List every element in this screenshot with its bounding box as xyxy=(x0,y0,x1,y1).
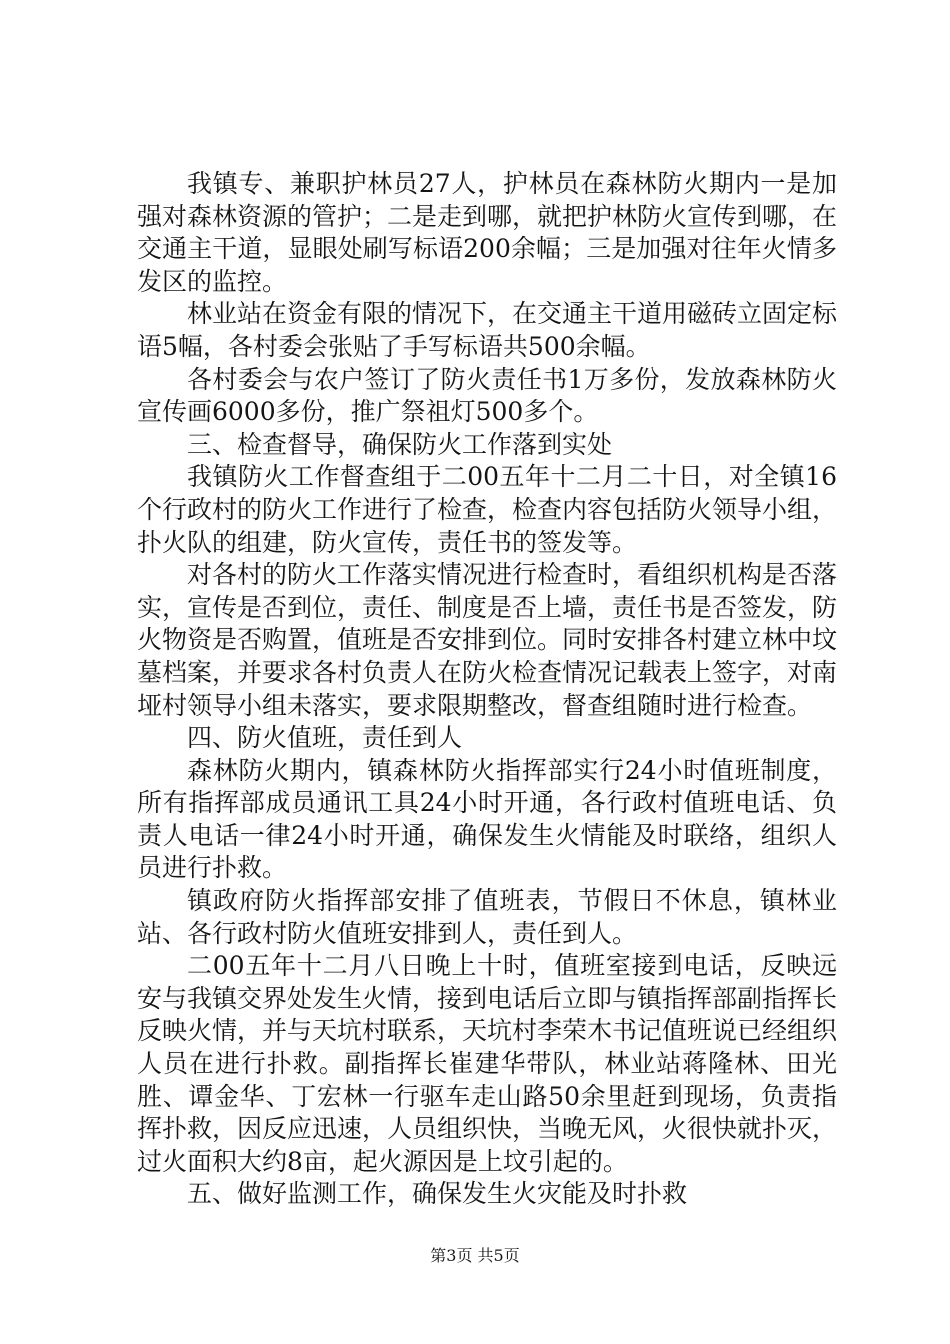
section-heading-monitoring: 五、做好监测工作，确保发生火灾能及时扑救 xyxy=(187,1179,688,1209)
paragraph-fire-incident: 二00五年十二月八日晚上十时，值班室接到电话，反映远安与我镇交界处发生火情，接到电话后立即与镇指挥部副指挥长反映火情，并与天坑村联系，天坑村李荣木书记值班说已经组织人员在进行扑救。副指挥长崔建华带队，林业站蒋隆林、田光胜、谭金华、丁宏林一行驱车走山路50余里赶到现场，负责指挥扑救，因反应迅速，人员组织快，当晚无风，火很快就扑灭，过火面积大约8亩，起火源因是上坟引起的。 xyxy=(137,951,838,1176)
paragraph-duty-schedule: 镇政府防火指挥部安排了值班表，节假日不休息，镇林业站、各行政村防火值班安排到人，责任到人。 xyxy=(137,886,837,948)
paragraph-24h-duty: 森林防火期内，镇森林防火指挥部实行24小时值班制度，所有指挥部成员通讯工具24小时开通，各行政村值班电话、负责人电话一律24小时开通，确保发生火情能及时联络，组织人员进行扑救。 xyxy=(137,755,837,883)
paragraph-fixed-slogans: 林业站在资金有限的情况下，在交通主干道用磁砖立固定标语5幅，各村委会张贴了手写标语共500余幅。 xyxy=(137,299,838,361)
paragraph-inspection-team: 我镇防火工作督查组于二00五年十二月二十日，对全镇16个行政村的防火工作进行了检查，检查内容包括防火领导小组，扑火队的组建，防火宣传，责任书的签发等。 xyxy=(137,462,838,557)
page-number: 第3页 共5页 xyxy=(430,1246,520,1265)
page-footer xyxy=(0,1243,950,1266)
section-heading-inspection: 三、检查督导，确保防火工作落到实处 xyxy=(187,429,613,459)
section-heading-duty: 四、防火值班，责任到人 xyxy=(187,723,463,753)
paragraph-forest-rangers: 我镇专、兼职护林员27人，护林员在森林防火期内一是加强对森林资源的管护；二是走到哪，就把护林防火宣传到哪，在交通主干道，显眼处刷写标语200余幅；三是加强对往年火情多发区的监控。 xyxy=(137,169,838,296)
paragraph-inspection-details: 对各村的防火工作落实情况进行检查时，看组织机构是否落实，宣传是否到位，责任、制度是否上墙，责任书是否签发，防火物资是否购置，值班是否安排到位。同时安排各村建立林中坟墓档案，并要求各村负责人在防火检查情况记载表上签字，对南垭村领导小组未落实，要求限期整改，督查组随时进行检查。 xyxy=(137,560,838,720)
document-body xyxy=(137,168,837,1211)
paragraph-responsibility-letters: 各村委会与农户签订了防火责任书1万多份，发放森林防火宣传画6000多份，推广祭祖灯500多个。 xyxy=(137,364,837,427)
